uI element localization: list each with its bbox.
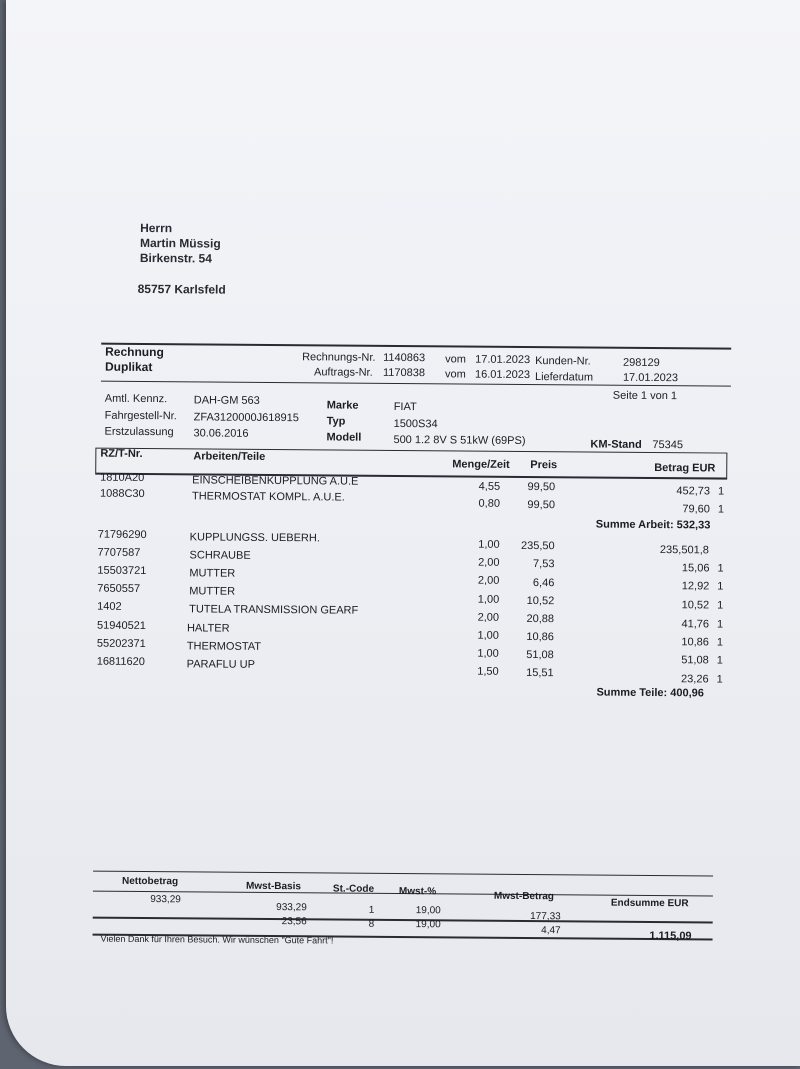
part-nr: 51940521 [96,619,147,633]
part-qty: 1,00 [477,647,499,660]
part-qty: 1,00 [477,593,500,606]
work-qty: 0,80 [478,497,501,510]
part-code: 1,8 [693,544,709,557]
part-code: 1 [716,654,723,667]
address-city: 85757 Karlsfeld [137,281,226,297]
plate-label: Amtl. Kennz. [104,392,168,406]
part-code: 1 [716,618,724,631]
work-desc: THERMOSTAT KOMPL. A.U.E. [191,490,345,504]
part-price: 6,46 [532,577,555,590]
vat-base-2: 23,56 [281,916,307,928]
order-no: 1170838 [382,366,426,380]
part-amount: 235,50 [659,544,694,557]
header-top-rule [101,343,731,350]
address-salutation: Herrn [140,220,173,236]
part-amount: 41,76 [681,618,710,631]
code-1: 1 [368,904,375,916]
part-desc: MUTTER [189,585,236,598]
part-price: 51,08 [526,648,554,662]
part-nr: 16811620 [96,655,145,669]
part-amount: 12,92 [681,580,710,593]
doc-type: Rechnung [105,344,164,360]
work-amount: 452,73 [676,485,711,498]
part-nr: 15503721 [97,564,147,578]
part-desc: MUTTER [189,567,236,580]
part-qty: 1,00 [477,629,499,642]
order-no-label: Auftrags-Nr. [313,366,373,379]
col-amount-header: Betrag EUR [654,461,716,475]
work-nr: 1088C30 [99,487,145,500]
part-nr: 55202371 [96,637,146,651]
work-qty: 4,55 [478,480,501,493]
part-nr: 7707587 [97,546,141,559]
vat-base-1: 933,29 [276,902,307,914]
vat-pct-2: 19,00 [415,919,441,931]
vat-pct-1: 19,00 [415,905,441,917]
work-code: 1 [717,503,725,516]
km: 75345 [652,438,684,452]
code-2: 8 [368,918,375,930]
code-label: St.-Code [332,883,375,895]
vat-amount-label: Mwst-Betrag [493,890,554,903]
table-header [95,448,727,480]
work-amount: 79,60 [682,503,710,516]
customer-no-label: Kunden-Nr. [535,355,591,368]
vin-label: Fahrgestell-Nr. [104,409,177,423]
part-code: 1 [716,673,723,686]
work-price: 99,50 [527,499,556,512]
invoice-no: 1140863 [383,351,426,365]
part-desc: THERMOSTAT [186,640,262,653]
grand-total: 1.115,09 [649,929,692,943]
part-price: 10,86 [526,630,554,644]
model: 500 1.2 8V S 51kW (69PS) [393,433,526,447]
model-label: Modell [326,431,362,444]
col-qty-header: Menge/Zeit [452,458,510,471]
part-code: 1 [717,562,724,575]
order-date: 16.01.2023 [474,368,531,382]
delivery-date: 17.01.2023 [622,371,679,385]
part-code: 1 [717,599,724,612]
part-desc: PARAFLU UP [186,658,256,671]
col-price-header: Preis [530,459,558,472]
net-value: 933,29 [150,894,181,906]
part-qty: 2,00 [477,611,500,624]
vat-amount-2: 4,47 [541,925,561,937]
vin: ZFA3120000J618915 [193,411,299,425]
delivery-date-label: Lieferdatum [534,371,594,384]
part-desc: HALTER [186,622,230,635]
part-nr: 7650557 [97,582,141,595]
net-label: Nettobetrag [121,875,179,888]
part-amount: 23,26 [681,673,709,686]
work-price: 99,50 [527,481,556,494]
col-desc-header: Arbeiten/Teile [193,450,266,463]
part-desc: SCHRAUBE [189,549,251,562]
part-qty: 1,50 [477,665,499,678]
part-price: 7,53 [533,558,555,571]
part-qty: 1,00 [478,538,500,551]
work-code: 1 [718,485,725,498]
part-amount: 10,86 [681,636,709,649]
address-name: Martin Müssig [139,235,221,251]
invoice-date: 17.01.2023 [475,353,531,367]
km-label: KM-Stand [590,438,642,451]
part-amount: 51,08 [681,654,709,667]
reg-date: 30.06.2016 [193,427,249,440]
part-amount: 10,52 [681,599,710,612]
work-sum: Summe Arbeit: 532,33 [595,518,711,532]
work-nr: 1810A20 [100,471,145,484]
doc-subtype: Duplikat [104,359,153,375]
part-code: 1 [716,636,724,649]
part-nr: 71796290 [97,528,147,542]
brand-label: Marke [326,399,359,412]
part-desc: TUTELA TRANSMISSION GEARF [189,603,359,617]
address-street: Birkenstr. 54 [139,250,212,266]
totals-top-rule [93,871,713,877]
invoice-date-label: vom [445,353,466,366]
total-label: Endsumme EUR [610,897,689,910]
brand: FIAT [393,400,417,414]
vat-amount-1: 177,33 [530,911,561,923]
part-desc: KUPPLUNGSS. UEBERH. [189,531,320,545]
parts-sum: Summe Teile: 400,96 [596,686,704,700]
part-price: 10,52 [526,594,555,608]
col-nr-header: RZ/T-Nr. [100,447,143,460]
page-indicator: Seite 1 von 1 [612,389,678,403]
invoice-no-label: Rechnungs-Nr. [302,351,376,364]
part-qty: 2,00 [478,556,500,569]
type-label: Typ [326,415,346,428]
plate: DAH-GM 563 [193,394,260,407]
part-price: 20,88 [526,612,555,626]
vat-base-label: Mwst-Basis [245,880,302,893]
type: 1500S34 [393,417,438,431]
order-date-label: vom [444,368,466,381]
footer-note: Vielen Dank für Ihren Besuch. Wir wünschen "Gute Fahrt"! [100,933,334,946]
customer-no: 298129 [623,356,660,370]
part-amount: 15,06 [681,562,710,575]
part-nr: 1402 [97,600,122,613]
part-code: 1 [717,580,724,593]
reg-label: Erstzulassung [104,425,174,439]
vat-pct-label: Mwst-% [398,886,437,898]
work-desc: EINSCHEIBENKUPPLUNG A.U.E [192,474,359,488]
part-price: 235,50 [520,539,555,553]
part-price: 15,51 [526,666,554,680]
part-qty: 2,00 [477,574,500,587]
